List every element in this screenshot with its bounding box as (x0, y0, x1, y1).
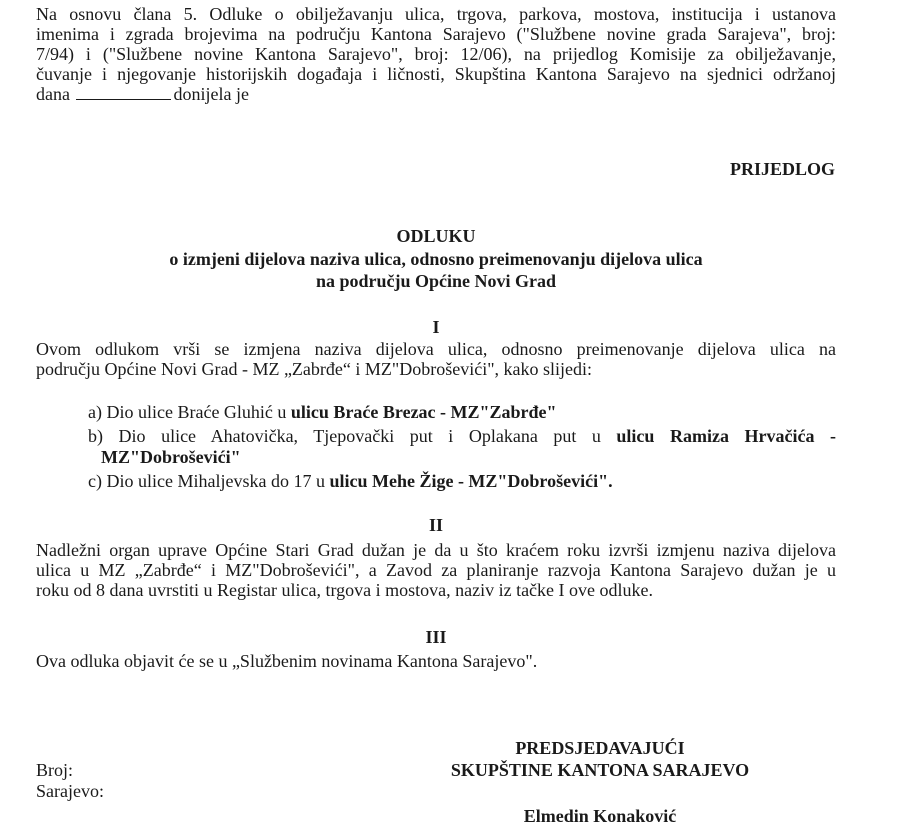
place-label: Sarajevo: (36, 781, 104, 801)
list-item (88, 402, 836, 423)
list-item-bold: ulicu Ramiza Hrvačića - (616, 426, 836, 446)
list-item-bold: ulicu Mehe Žige - MZ"Dobroševići". (329, 471, 613, 491)
preamble-line: Na osnovu člana 5. Odluke o obilježavanju ulica, trgova, parkova, mostova, institucija i ustanova (36, 4, 836, 24)
reference-number-label: Broj: (36, 760, 74, 780)
list-item-text: a) Dio ulice Braće Gluhić u (88, 402, 291, 422)
preamble-line-date (36, 84, 836, 104)
proposal-label: PRIJEDLOG (729, 159, 835, 179)
preamble-dana: dana (36, 84, 70, 104)
list-item-bold: ulicu Braće Brezac - MZ"Zabrđe" (290, 402, 557, 422)
section-2-paragraph (36, 540, 836, 600)
list-item-text: c) Dio ulice Mihaljevska do 17 u (88, 471, 330, 491)
list-item (88, 471, 836, 492)
preamble-line: čuvanje i njegovanje historijskih događaja i ličnosti, Skupština Kantona Sarajevo na sjednici održanoj (36, 64, 836, 84)
paragraph-line: roku od 8 dana uvrstiti u Registar ulica, trgova i mostova, naziv iz tačke I ove odluke. (36, 580, 654, 600)
section-number: I (432, 317, 440, 337)
section-3-paragraph (36, 651, 836, 671)
section-number: II (428, 515, 443, 535)
list-item-bold: MZ"Dobroševići" (101, 447, 241, 467)
paragraph-line: Ovom odlukom vrši se izmjena naziva dijelova ulica, odnosno preimenovanje dijelova ulica na (36, 339, 836, 359)
paragraph-line: ulica u MZ „Zabrđe“ i MZ"Dobroševići", a Zavod za planiranje razvoja Kantona Sarajevo dužan je u (36, 560, 836, 580)
section-number: III (425, 627, 447, 647)
preamble-paragraph (36, 4, 836, 104)
document-title: ODLUKU (396, 226, 476, 246)
list-item (88, 426, 836, 468)
preamble-line: 7/94) i ("Službene novine Kantona Sarajevo", broj: 12/06), na prijedlog Komisije za obilježavanje, (36, 44, 836, 64)
paragraph-line: Ova odluka objavit će se u „Službenim novinama Kantona Sarajevo". (36, 651, 538, 671)
signatory-name: Elmedin Konaković (523, 806, 677, 826)
date-blank-line (76, 85, 171, 100)
preamble-donijela: donijela je (173, 84, 249, 104)
signature-title: PREDSJEDAVAJUĆI (515, 738, 685, 758)
preamble-line: imenima i zgrada brojevima na području Kantona Sarajevo ("Službene novine grada Sarajeva", broj: (36, 24, 836, 44)
section-1-paragraph (36, 339, 836, 379)
paragraph-line: području Općine Novi Grad - MZ „Zabrđe“ i MZ"Dobroševići", kako slijedi: (36, 359, 593, 379)
document-subtitle: o izmjeni dijelova naziva ulica, odnosno preimenovanju dijelova ulica (169, 249, 703, 269)
document-subtitle: na području Općine Novi Grad (315, 271, 557, 291)
paragraph-line: Nadležni organ uprave Općine Stari Grad dužan je da u što kraćem roku izvrši izmjenu naziva dijelova (36, 540, 836, 560)
signature-title: SKUPŠTINE KANTONA SARAJEVO (450, 760, 750, 780)
list-item-text: b) Dio ulice Ahatovička, Tjepovački put i Oplakana put u (88, 426, 617, 446)
